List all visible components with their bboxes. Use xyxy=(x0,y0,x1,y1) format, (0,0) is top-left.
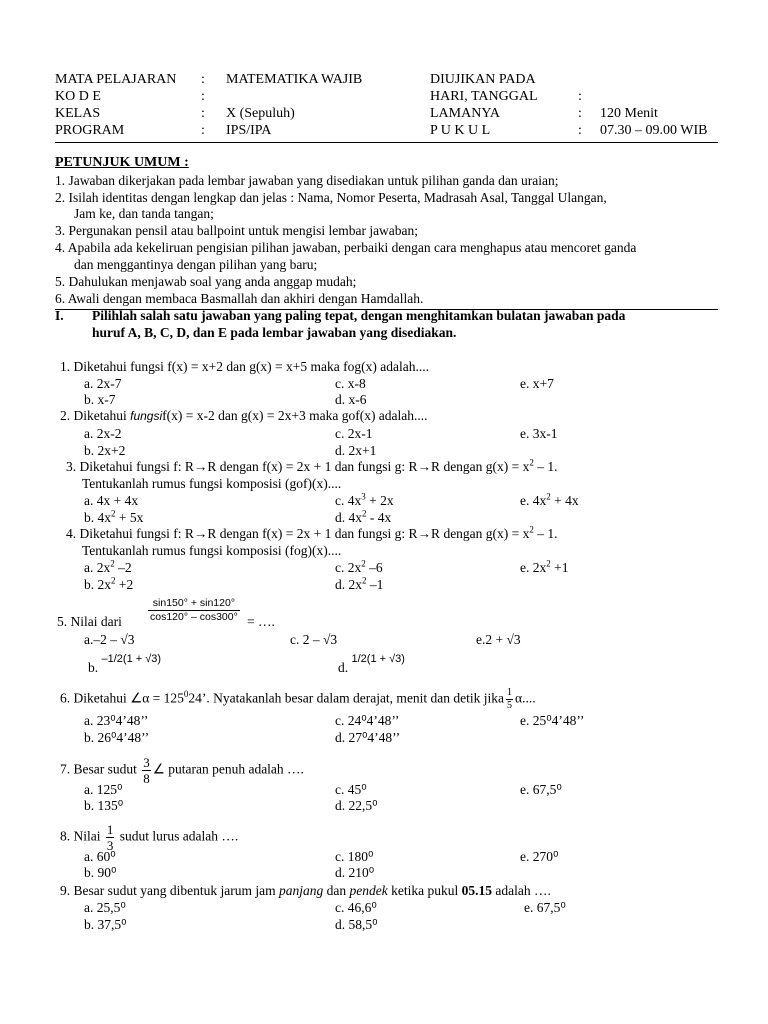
question-stem: 9. Besar sudut yang dibentuk jarum jam panjang dan pendek ketika pukul 05.15 adalah …. xyxy=(60,883,551,898)
option-a[interactable]: a. 23⁰4’48’’ xyxy=(84,713,149,728)
option-a[interactable]: a. 4x + 4x xyxy=(84,493,139,508)
instruction-item: dan menggantinya dengan pilihan yang baru; xyxy=(74,257,318,272)
diujikan-label: DIUJIKAN PADA xyxy=(430,72,536,87)
option-e[interactable]: e.2 + √3 xyxy=(476,632,521,647)
option-c[interactable]: c. 45⁰ xyxy=(335,782,367,797)
instruction-item: 6. Awali dengan membaca Basmallah dan akhiri dengan Hamdallah. xyxy=(55,291,424,306)
section-instruction-line: Pilihlah salah satu jawaban yang paling tepat, dengan menghitamkan bulatan jawaban pada xyxy=(92,308,626,323)
question-stem: 4. Diketahui fungsi f: R→R dengan f(x) = 2x + 1 dan fungsi g: R→R dengan $g(x) = x^2 - 1$. xyxy=(66,524,558,541)
kelas-value: X (Sepuluh) xyxy=(226,106,295,121)
colon: : xyxy=(201,72,205,87)
option-a[interactable]: a. $2x^2$ –2 xyxy=(84,558,132,575)
instruction-item: 3. Pergunakan pensil atau ballpoint untuk mengisi lembar jawaban; xyxy=(55,223,419,238)
option-d[interactable]: d. x-6 xyxy=(335,392,367,407)
option-e[interactable]: e. 25⁰4’48’’ xyxy=(520,713,585,728)
option-e[interactable]: e. $2x^2 +1$ xyxy=(520,558,569,575)
program-label: PROGRAM xyxy=(55,123,125,138)
option-d[interactable]: d. $4x^2 - 4x$ xyxy=(335,508,392,525)
instruction-item: 5. Dahulukan menjawab soal yang anda anggap mudah; xyxy=(55,274,357,289)
question-stem: 7. Besar sudut $\frac{3}{8}$ ∠ putaran penuh adalah …. xyxy=(60,755,304,786)
kode-label: KO D E xyxy=(55,89,101,104)
instruction-item: 4. Apabila ada kekeliruan pengisian pilihan jawaban, perbaiki dengan cara menghapus atau mencoret ganda xyxy=(55,240,637,255)
instruction-item: 1. Jawaban dikerjakan pada lembar jawaban yang disediakan untuk pilihan ganda dan uraian; xyxy=(55,173,559,188)
section-number: I. xyxy=(55,308,64,323)
option-e[interactable]: e. 3x-1 xyxy=(520,426,558,441)
lamanya-label: LAMANYA xyxy=(430,106,500,121)
option-e[interactable]: e. $4x^2 + 4x$ xyxy=(520,491,579,508)
kelas-label: KELAS xyxy=(55,106,101,121)
option-d[interactable]: d. $2x^2$ –1 xyxy=(335,575,384,592)
option-e[interactable]: e. 67,5⁰ xyxy=(520,782,562,797)
colon: : xyxy=(201,123,205,138)
option-c[interactable]: c. 2x-1 xyxy=(335,426,373,441)
question-stem: 6. Diketahui ∠α = $125^024$’. Nyatakanlah besar dalam derajat, menit dan detik jika $\frac{1}{5}$ α.... xyxy=(60,687,536,711)
option-b[interactable]: b. 2x+2 xyxy=(84,443,126,458)
option-c[interactable]: c. 46,6⁰ xyxy=(335,900,377,915)
question-stem: 5. Nilai dari xyxy=(57,614,122,629)
option-c[interactable]: c. $2x^2$ –6 xyxy=(335,558,383,575)
fraction: $\frac{1}{5}$ xyxy=(507,687,513,711)
instruction-item: Jam ke, dan tanda tangan; xyxy=(74,206,214,221)
question-stem: 8. Nilai $\frac{1}{3}$ sudut lurus adalah …. xyxy=(60,822,239,853)
option-e[interactable]: e. 270⁰ xyxy=(520,849,559,864)
colon: : xyxy=(201,89,205,104)
option-e[interactable]: e. x+7 xyxy=(520,376,554,391)
option-d[interactable]: d. 2x+1 xyxy=(335,443,377,458)
option-b[interactable]: b. $2x^2 +2$ xyxy=(84,575,134,592)
option-c[interactable]: c. 2 – √3 xyxy=(290,632,338,647)
option-b[interactable]: b. 90⁰ xyxy=(84,865,117,880)
option-d[interactable]: d. $^{1/2(1 + √3)}$ xyxy=(338,653,405,675)
option-e[interactable]: e. 67,5⁰ xyxy=(524,900,566,915)
option-c[interactable]: c. $4x^3 + 2x$ xyxy=(335,491,394,508)
program-value: IPS/IPA xyxy=(226,123,272,138)
option-c[interactable]: c. x-8 xyxy=(335,376,366,391)
option-b[interactable]: b. $4x^2 + 5x$ xyxy=(84,508,144,525)
colon: : xyxy=(201,106,205,121)
option-a[interactable]: a. 60⁰ xyxy=(84,849,116,864)
option-a[interactable]: a. 2x-7 xyxy=(84,376,122,391)
colon: : xyxy=(578,89,582,104)
mapel-value: MATEMATIKA WAJIB xyxy=(226,72,363,87)
option-b[interactable]: b. $^{-1/2(1 + √3)}$ xyxy=(88,653,162,675)
pukul-value: 07.30 – 09.00 WIB xyxy=(600,123,708,138)
option-d[interactable]: d. 27⁰4’48’’ xyxy=(335,730,401,745)
option-b[interactable]: b. 37,5⁰ xyxy=(84,917,127,932)
option-b[interactable]: b. 135⁰ xyxy=(84,798,124,813)
option-c[interactable]: c. 24⁰4’48’’ xyxy=(335,713,400,728)
header-divider xyxy=(55,142,718,143)
mapel-label: MATA PELAJARAN xyxy=(55,72,177,87)
section-instruction-line: huruf A, B, C, D, dan E pada lembar jawaban yang disediakan. xyxy=(92,325,457,340)
question-stem-line2: Tentukanlah rumus fungsi komposisi (gof)(x).... xyxy=(82,476,342,491)
colon: : xyxy=(578,106,582,121)
option-b[interactable]: b. x-7 xyxy=(84,392,116,407)
question-stem: 3. Diketahui fungsi f: R→R dengan f(x) = 2x + 1 dan fungsi g: R→R dengan $g(x) = x^2 - 1$. xyxy=(66,457,558,474)
option-a[interactable]: a. 2x-2 xyxy=(84,426,122,441)
option-b[interactable]: b. 26⁰4’48’’ xyxy=(84,730,150,745)
option-a[interactable]: a. 125⁰ xyxy=(84,782,123,797)
option-d[interactable]: d. 58,5⁰ xyxy=(335,917,378,932)
hari-label: HARI, TANGGAL xyxy=(430,89,538,104)
option-d[interactable]: d. 22,5⁰ xyxy=(335,798,378,813)
option-a[interactable]: a.–2 – √3 xyxy=(84,632,135,647)
colon: : xyxy=(578,123,582,138)
question-stem: 2. Diketahui fungsif(x) = x-2 dan g(x) = 2x+3 maka gof(x) adalah.... xyxy=(60,408,428,423)
question-stem-line2: Tentukanlah rumus fungsi komposisi (fog)(x).... xyxy=(82,543,342,558)
option-c[interactable]: c. 180⁰ xyxy=(335,849,374,864)
question-stem: 1. Diketahui fungsi f(x) = x+2 dan g(x) = x+5 maka fog(x) adalah.... xyxy=(60,359,429,374)
option-d[interactable]: d. 210⁰ xyxy=(335,865,375,880)
fraction-tail: = …. xyxy=(247,614,275,629)
instruction-item: 2. Isilah identitas dengan lengkap dan jelas : Nama, Nomor Peserta, Madrasah Asal, Tanggal Ulangan, xyxy=(55,190,607,205)
option-a[interactable]: a. 25,5⁰ xyxy=(84,900,126,915)
trig-fraction: sin150° + sin120° cos120° – cos300° xyxy=(150,597,238,623)
pukul-label: P U K U L xyxy=(430,123,491,138)
lamanya-value: 120 Menit xyxy=(600,106,658,121)
instructions-title: PETUNJUK UMUM : xyxy=(55,155,189,170)
